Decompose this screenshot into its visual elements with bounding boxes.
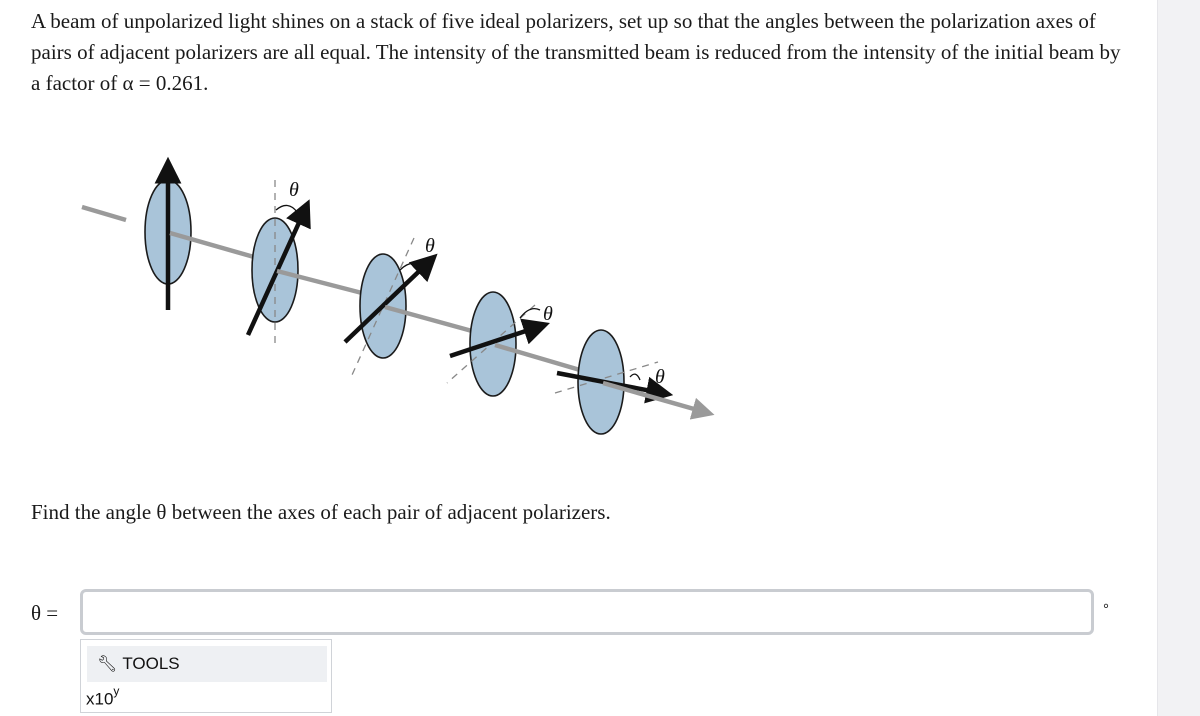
angle-label-1: θ [289,179,299,201]
scientific-notation-button[interactable] [86,684,130,712]
tools-label: TOOLS [122,654,180,673]
sci-exponent: y [113,683,120,698]
right-gutter [1157,0,1200,716]
degree-unit: ° [1103,601,1109,618]
polarizer-diagram [0,130,1157,450]
angle-label-4: θ [655,366,665,388]
question-prompt: Find the angle θ between the axes of each pair of adjacent polarizers. [31,500,611,524]
incoming-beam [82,207,126,220]
problem-statement: A beam of unpolarized light shines on a stack of five ideal polarizers, set up so that the angles between the polarization axes of pairs of adjacent polarizers are all equal. The intensity of the transmitted beam is reduced from the intensity of the initial beam by a factor of α = 0.261. [31,9,1121,95]
wrench-icon: 🔧︎ [97,656,118,673]
polarizer-3 [345,235,435,375]
answer-variable-label: θ = [31,601,59,625]
sci-base: x10 [86,689,114,709]
polarizer-4 [447,292,553,396]
answer-input[interactable] [80,589,1094,635]
angle-label-3: θ [543,303,553,325]
tools-button[interactable] [87,646,327,682]
tools-panel [80,639,332,713]
polarizer-2 [248,179,307,345]
polarizer-5 [555,330,667,434]
angle-label-2: θ [425,235,435,257]
